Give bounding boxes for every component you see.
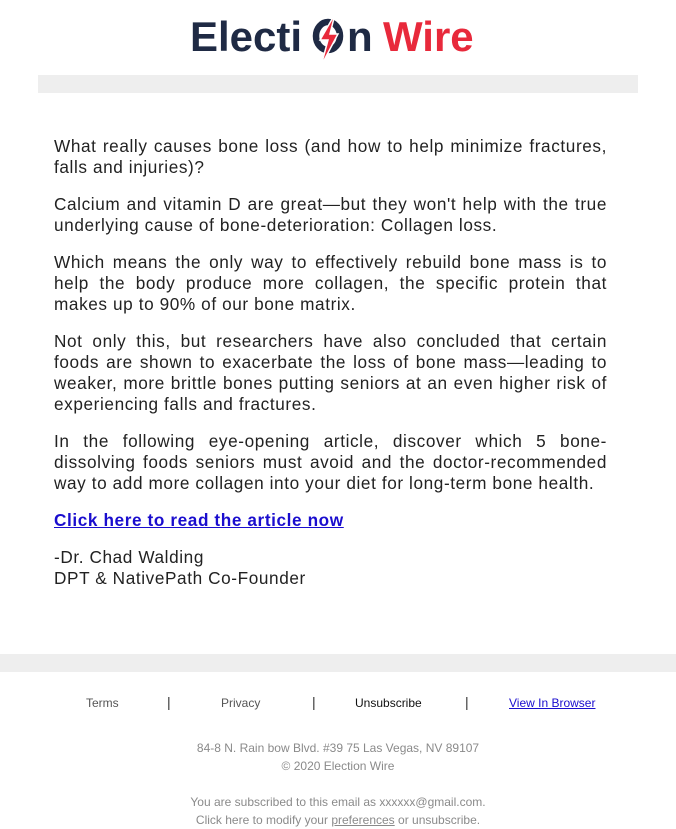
privacy-link[interactable]: Privacy [221, 696, 261, 710]
email-body [54, 136, 607, 589]
paragraph-collagen: Which means the only way to effectively rebuild bone mass is to help the body produce more collagen, the specific protein that makes up to 90% of our bone matrix. [54, 252, 607, 314]
logo-text-wire: Wire [383, 13, 474, 60]
subscription-notice: You are subscribed to this email as xxxxxx@gmail.com. [190, 795, 486, 809]
header-divider-band [38, 75, 638, 93]
separator: | [312, 694, 316, 710]
separator: | [465, 694, 469, 710]
logo-text-election-part1: Electi [190, 13, 303, 60]
cta-paragraph [54, 510, 607, 531]
paragraph-calcium: Calcium and vitamin D are great—but they won't help with the true underlying cause of bone-deterioration: Collagen loss. [54, 194, 607, 235]
signature-title: DPT & NativePath Co-Founder [54, 568, 306, 588]
footer-links [0, 694, 676, 712]
separator: | [167, 694, 171, 710]
footer-divider-band [0, 654, 676, 672]
paragraph-intro: What really causes bone loss (and how to help minimize fractures, falls and injuries)? [54, 136, 607, 177]
signature-name: -Dr. Chad Walding [54, 547, 204, 567]
election-wire-logo [190, 10, 486, 70]
view-in-browser-link[interactable]: View In Browser [509, 696, 596, 710]
read-article-link[interactable]: Click here to read the article now [54, 510, 344, 530]
logo-header [0, 10, 676, 74]
preferences-link[interactable]: preferences [331, 813, 395, 827]
footer-subscription-block [0, 793, 676, 829]
modify-preferences-line [0, 811, 676, 829]
bolt-o-icon [316, 14, 340, 66]
terms-link[interactable]: Terms [86, 696, 119, 710]
paragraph-foods: Not only this, but researchers have also concluded that certain foods are shown to exacerbate the loss of bone mass—leading to weaker, more brittle bones putting seniors at an even higher risk of experiencing falls and fractures. [54, 331, 607, 414]
paragraph-article-teaser: In the following eye-opening article, discover which 5 bone-dissolving foods seniors must avoid and the doctor-recommended way to add more collagen into your diet for long-term bone health. [54, 431, 607, 493]
footer-address-block [0, 739, 676, 775]
modify-prefix: Click here to modify your [195, 813, 328, 827]
unsubscribe-link[interactable]: Unsubscribe [355, 696, 422, 710]
signature [54, 547, 607, 589]
company-address: 84-8 N. Rain bow Blvd. #39 75 Las Vegas, NV 89107 [196, 741, 480, 755]
modify-suffix: or unsubscribe. [398, 813, 481, 827]
copyright: © 2020 Election Wire [281, 759, 395, 773]
logo-text-election-part2: n [347, 13, 373, 60]
